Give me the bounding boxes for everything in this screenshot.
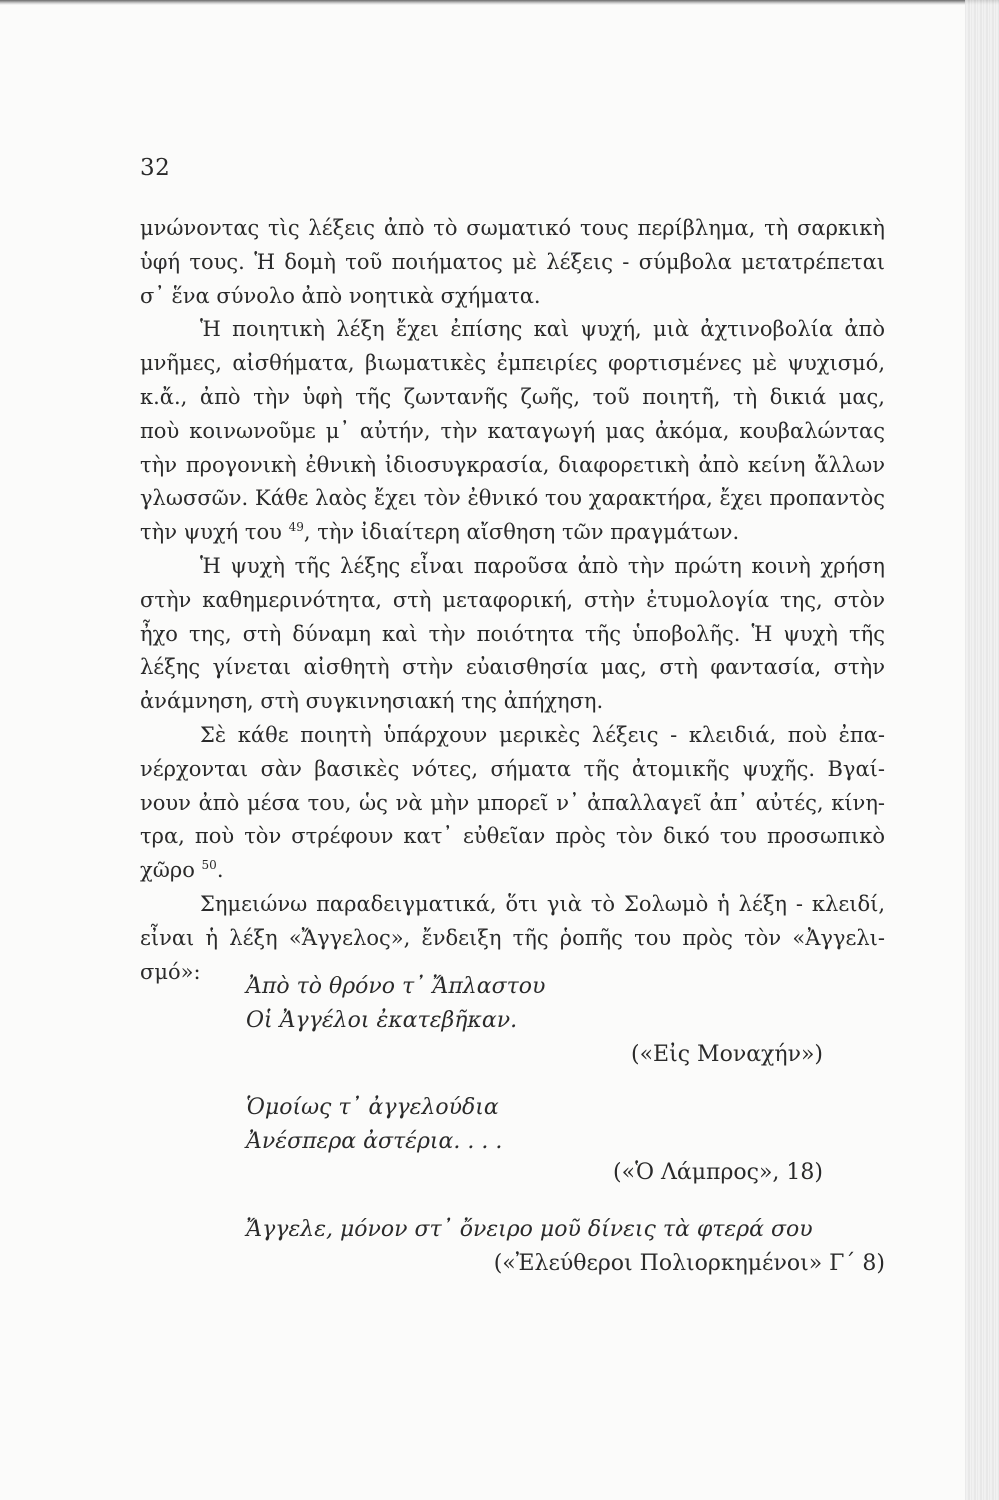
text-line: μνώνοντας τὶς λέξεις ἀπὸ τὸ σωματικό τους περίβλημα, τὴ σαρκικὴ [140, 216, 885, 240]
text-line: ἀνάμνηση, στὴ συγκινησιακή της ἀπήχηση. [140, 689, 604, 714]
body-text [140, 212, 885, 989]
text-line: εἶναι ἡ λέξη «Ἄγγελος», ἔνδειξη τῆς ῥοπῆς του πρὸς τὸν «Ἀγγελι- [140, 925, 885, 950]
text-fragment: τὴν ψυχή του [140, 520, 282, 545]
text-line: γλωσσῶν. Κάθε λαὸς ἔχει τὸν ἐθνικό του χαρακτήρα, ἔχει προπαντὸς [140, 486, 885, 511]
page-number: 32 [140, 155, 171, 181]
text-line-with-footnote [140, 854, 885, 888]
text-line: σμό»: [140, 959, 201, 984]
text-line: Ἡ ποιητικὴ λέξη ἔχει ἐπίσης καὶ ψυχή, μιὰ ἀχτινοβολία ἀπὸ [200, 317, 885, 342]
text-line: νέρχονται σὰν βασικὲς νότες, σήματα τῆς ἀτομικῆς ψυχῆς. Βγαί- [140, 756, 885, 781]
paragraph-4 [140, 719, 885, 888]
verse-line: Ἀνέσπερα ἀστέρια. . . . [246, 1129, 503, 1154]
verse-line: Ἄγγελε, μόνον στ᾿ ὄνειρο μοῦ δίνεις τὰ φτερά σου [246, 1217, 813, 1242]
text-line: τρα, ποὺ τὸν στρέφουν κατ᾿ εὐθεῖαν πρὸς τὸν δικό του προσωπικὸ [140, 824, 885, 849]
text-line: τὴν προγονικὴ ἐθνικὴ ἰδιοσυγκρασία, διαφορετικὴ ἀπὸ κείνη ἄλλων [140, 452, 885, 477]
quotation-source: («Ἐλεύθεροι Πολιορκημένοι» Γ΄ 8) [493, 1251, 885, 1276]
text-fragment: χῶρο [140, 858, 195, 883]
text-line: λέξης γίνεται αἰσθητὴ στὴν εὐαισθησία μας, στὴ φαντασία, στὴν [140, 655, 885, 680]
text-line: μνῆμες, αἰσθήματα, βιωματικὲς ἐμπειρίες φορτισμένες μὲ ψυχισμό, [140, 351, 885, 376]
text-line: ἦχο της, στὴ δύναμη καὶ τὴν ποιότητα τῆς ὑποβολῆς. Ἡ ψυχὴ τῆς [140, 621, 885, 646]
page-top-edge [0, 0, 999, 5]
text-fragment: . [216, 858, 224, 883]
footnote-ref-50[interactable]: 50 [201, 858, 217, 873]
paragraph-1 [140, 212, 885, 313]
footnote-ref-49[interactable]: 49 [288, 520, 304, 535]
text-line-with-footnote [140, 516, 885, 550]
text-line: στὴν καθημερινότητα, στὴ μεταφορική, στὴν ἐτυμολογία της, στὸν [140, 587, 885, 612]
quotation-source: («Ὁ Λάμπρος», 18) [613, 1160, 823, 1185]
verse-line: Ἀπὸ τὸ θρόνο τ᾿ Ἄπλαστου [246, 974, 546, 999]
text-line: ὑφή τους. Ἡ δομὴ τοῦ ποιήματος μὲ λέξεις - σύμβολα μετατρέπεται [140, 249, 885, 274]
paragraph-2 [140, 313, 885, 550]
text-line: Σημειώνω παραδειγματικά, ὅτι γιὰ τὸ Σολωμὸ ἡ λέξη - κλειδί, [200, 891, 885, 916]
text-line: Σὲ κάθε ποιητὴ ὑπάρχουν μερικὲς λέξεις - κλειδιά, ποὺ ἐπα- [200, 722, 885, 747]
paragraph-3 [140, 550, 885, 719]
text-line: νουν ἀπὸ μέσα του, ὡς νὰ μὴν μπορεῖ ν᾿ ἀπαλλαγεῖ ἀπ᾿ αὐτές, κίνη- [140, 790, 885, 815]
quotation-source: («Εἰς Μοναχήν») [631, 1042, 823, 1067]
text-line: Ἡ ψυχὴ τῆς λέξης εἶναι παροῦσα ἀπὸ τὴν πρώτη κοινὴ χρήση [200, 553, 885, 578]
text-line: σ᾿ ἕνα σύνολο ἀπὸ νοητικὰ σχήματα. [140, 283, 541, 308]
text-line: ποὺ κοινωνοῦμε μ᾿ αὐτήν, τὴν καταγωγή μας ἀκόμα, κουβαλώντας [140, 418, 885, 443]
page-stacked-edges [965, 0, 999, 1500]
text-fragment: , τὴν ἰδιαίτερη αἴσθηση τῶν πραγμάτων. [303, 520, 740, 545]
text-line: κ.ἄ., ἀπὸ τὴν ὑφὴ τῆς ζωντανῆς ζωῆς, τοῦ ποιητῆ, τὴ δικιά μας, [140, 384, 885, 409]
verse-line: Ὁμοίως τ᾿ ἀγγελούδια [246, 1095, 499, 1120]
verse-line: Οἱ Ἀγγέλοι ἐκατεβῆκαν. [246, 1008, 518, 1033]
